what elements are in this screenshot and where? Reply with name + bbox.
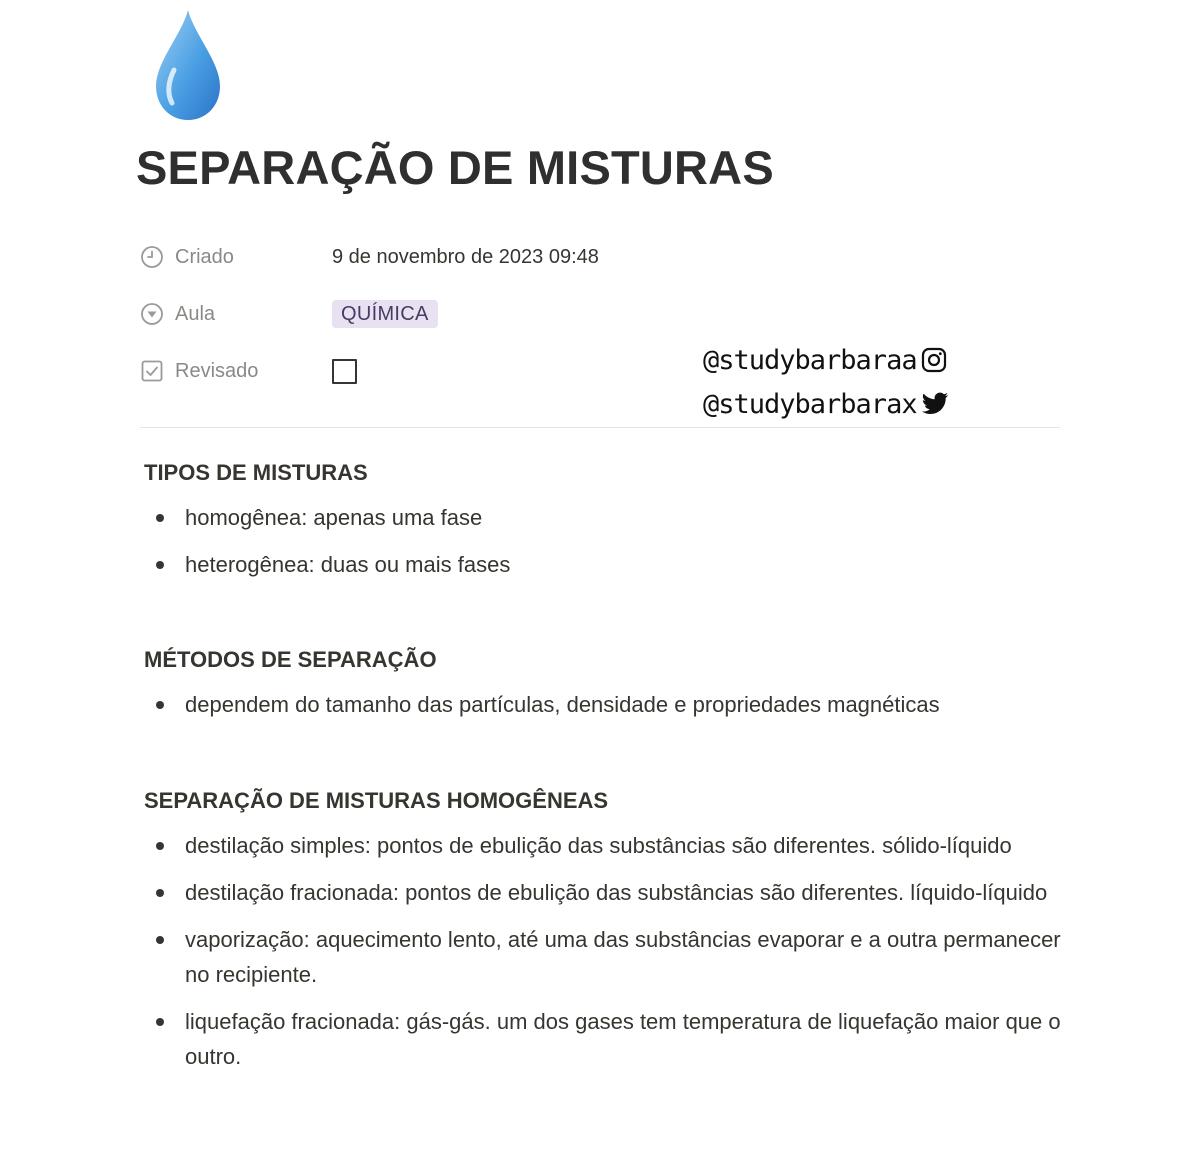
select-icon <box>140 302 164 326</box>
section-heading[interactable]: TIPOS DE MISTURAS <box>144 460 368 485</box>
tag-chemistry[interactable]: QUÍMICA <box>332 300 438 328</box>
property-created <box>140 240 599 274</box>
watermark-instagram <box>703 338 949 382</box>
watermark <box>703 338 949 426</box>
droplet-icon[interactable] <box>152 8 224 122</box>
class-value[interactable] <box>332 303 438 326</box>
created-date-value: 9 de novembro de 2023 09:48 <box>332 245 599 268</box>
twitter-bird-icon <box>921 392 949 416</box>
bullet-list <box>144 828 1064 1074</box>
property-label: Revisado <box>175 359 259 382</box>
instagram-handle: @studybarbaraa <box>703 344 917 376</box>
reviewed-checkbox[interactable] <box>332 359 357 384</box>
clock-icon <box>140 245 164 269</box>
section-heading[interactable]: MÉTODOS DE SEPARAÇÃO <box>144 647 437 672</box>
bullet-list <box>144 500 1064 582</box>
instagram-icon <box>921 347 947 373</box>
section-types-of-mixtures <box>144 458 1064 582</box>
list-item[interactable]: heterogênea: duas ou mais fases <box>144 547 1064 582</box>
page-title[interactable]: SEPARAÇÃO DE MISTURAS <box>136 141 774 194</box>
property-class <box>140 297 438 331</box>
section-heading[interactable]: SEPARAÇÃO DE MISTURAS HOMOGÊNEAS <box>144 788 609 813</box>
list-item[interactable]: destilação simples: pontos de ebulição das substâncias são diferentes. sólido-líquido <box>144 828 1064 863</box>
reviewed-value <box>332 359 357 384</box>
property-label: Aula <box>175 302 216 325</box>
section-separation-methods <box>144 645 1064 722</box>
list-item[interactable]: destilação fracionada: pontos de ebulição das substâncias são diferentes. líquido-líquido <box>144 875 1064 910</box>
list-item[interactable]: liquefação fracionada: gás-gás. um dos gases tem temperatura de liquefação maior que o outro. <box>144 1004 1064 1074</box>
bullet-list <box>144 687 1064 722</box>
list-item[interactable]: vaporização: aquecimento lento, até uma das substâncias evaporar e a outra permanecer no recipiente. <box>144 922 1064 992</box>
twitter-handle: @studybarbarax <box>703 388 917 420</box>
property-name-reviewed[interactable] <box>140 359 332 383</box>
property-name-created[interactable] <box>140 245 332 269</box>
section-homogeneous-separation <box>144 786 1064 1074</box>
list-item[interactable]: dependem do tamanho das partículas, densidade e propriedades magnéticas <box>144 687 1064 722</box>
divider <box>140 427 1060 428</box>
property-reviewed <box>140 354 357 388</box>
property-label: Criado <box>175 245 234 268</box>
checkbox-icon <box>140 359 164 383</box>
property-name-class[interactable] <box>140 302 332 326</box>
list-item[interactable]: homogênea: apenas uma fase <box>144 500 1064 535</box>
watermark-twitter <box>703 382 949 426</box>
